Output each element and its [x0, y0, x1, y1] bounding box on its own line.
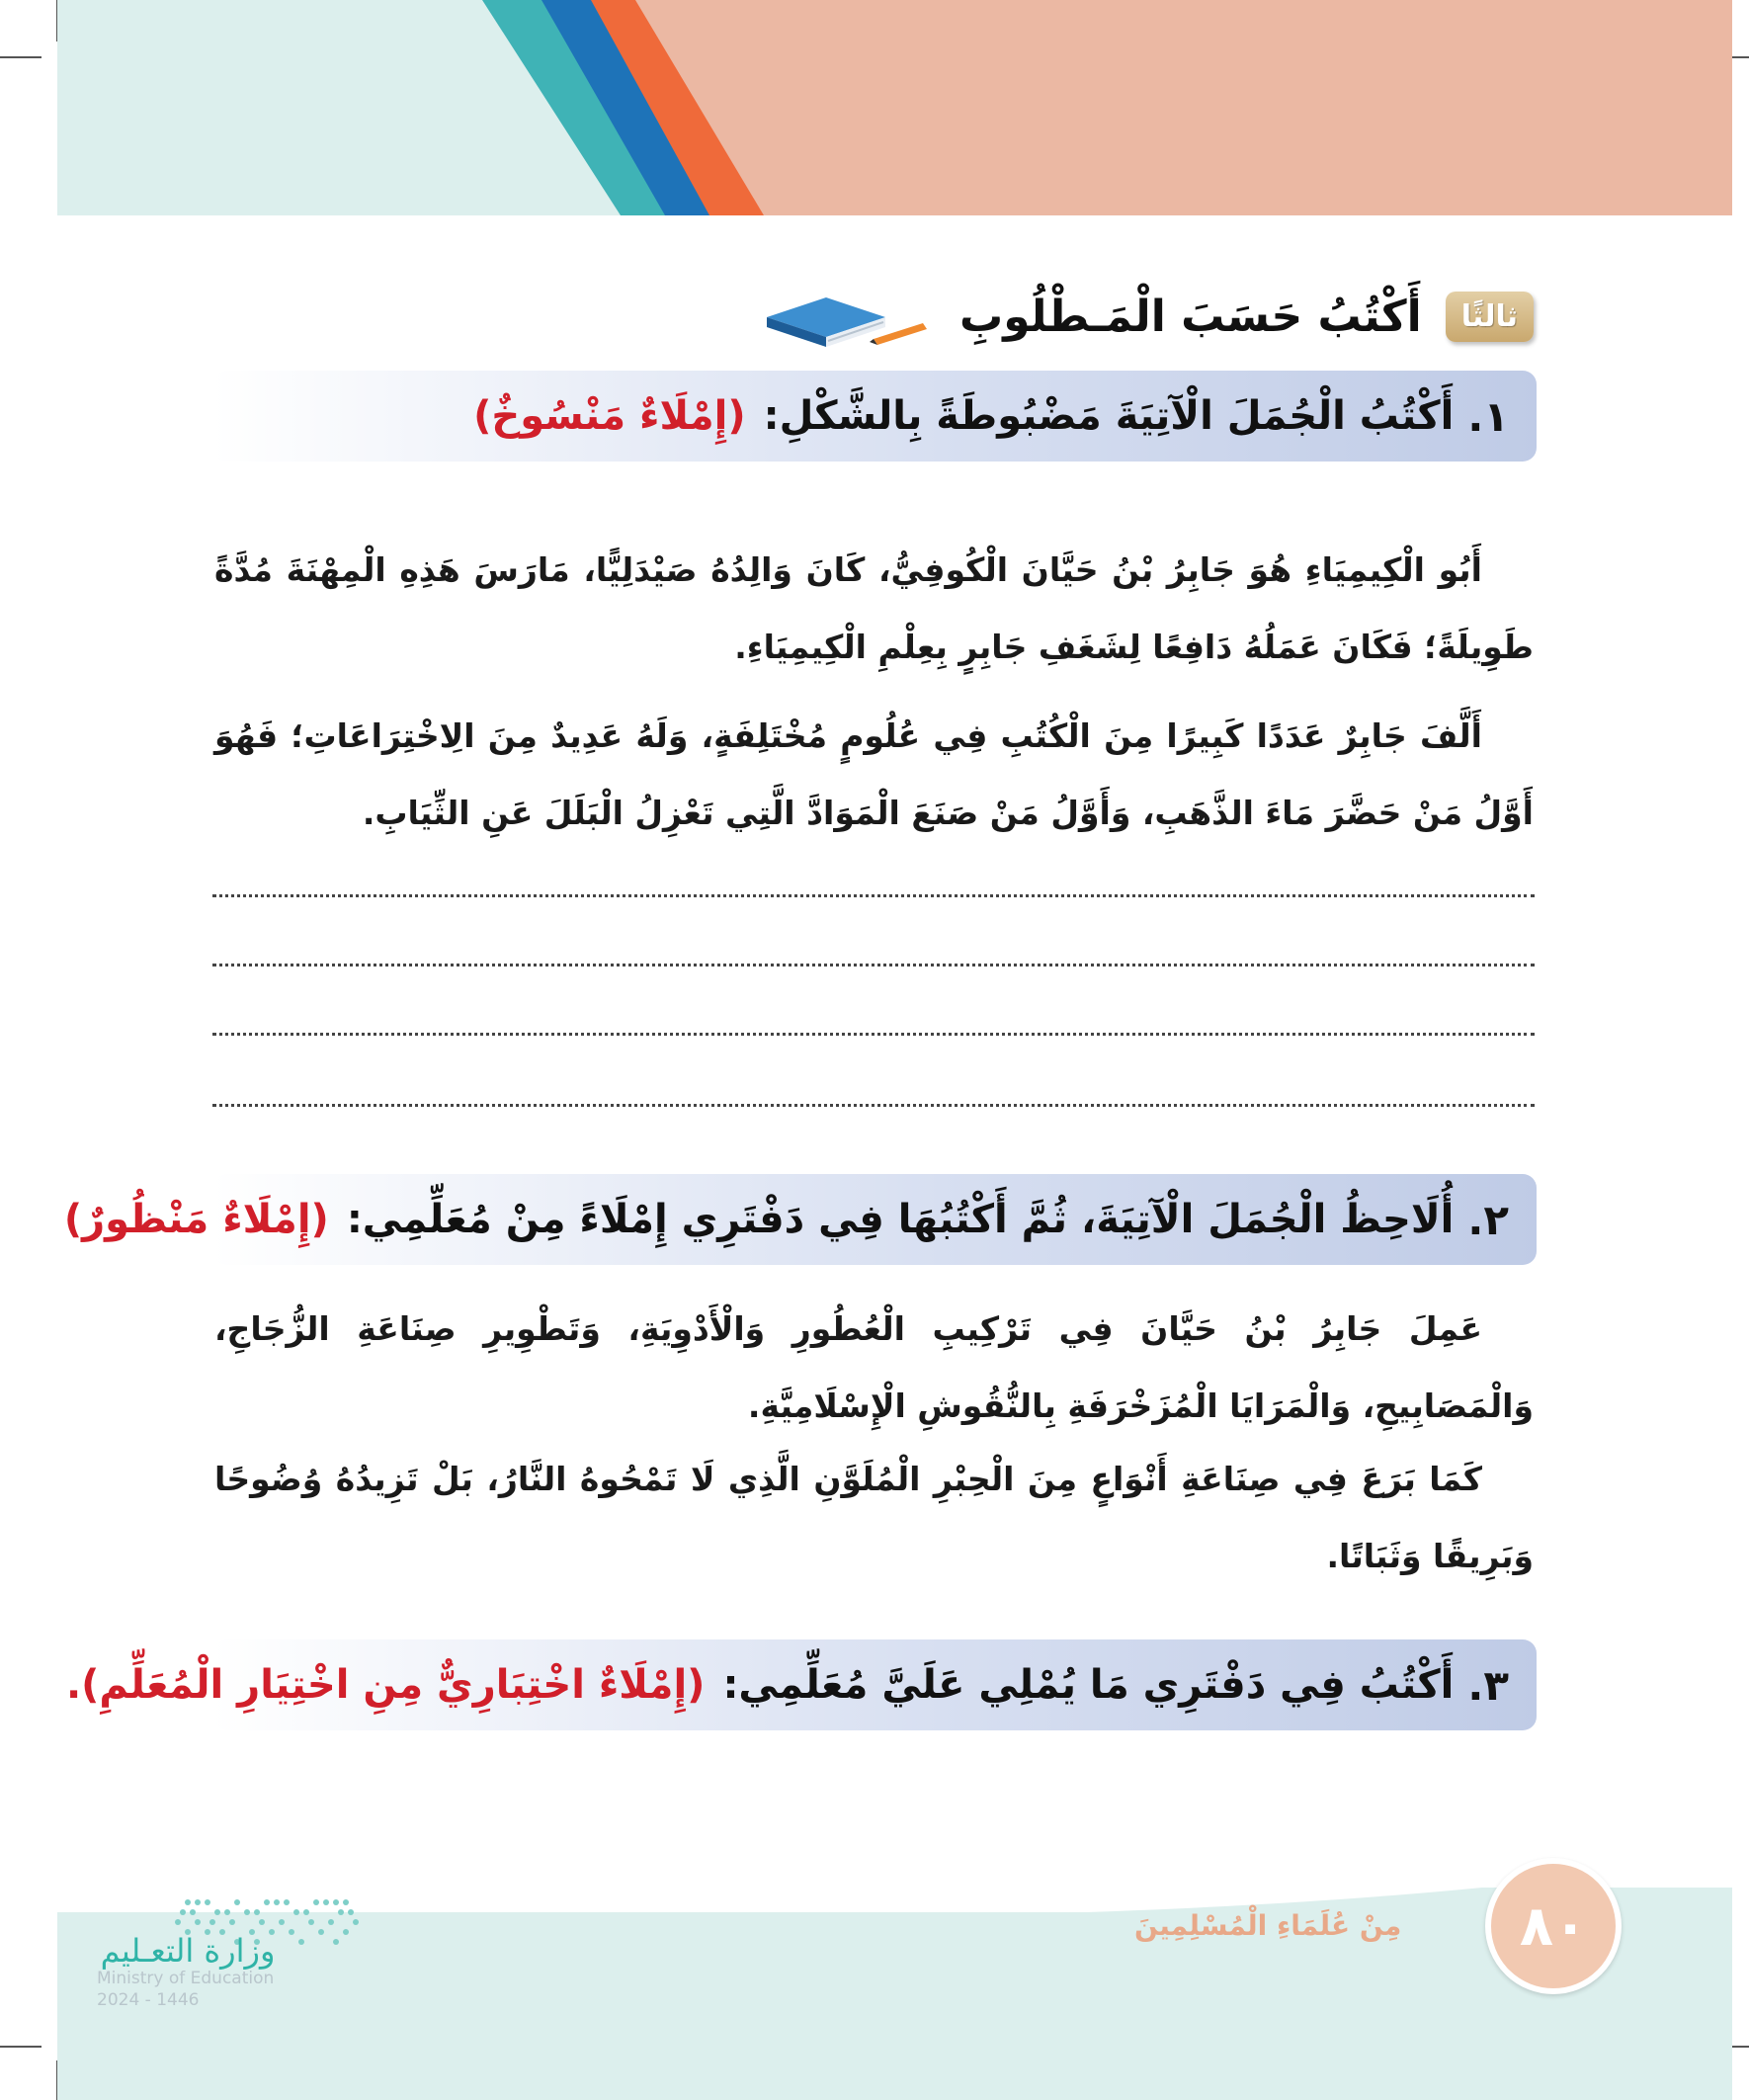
header-banner: [57, 0, 1732, 215]
paragraph-text: كَمَا بَرَعَ فِي صِنَاعَةِ أَنْوَاعٍ مِنَ الْحِبْرِ الْمُلَوَّنِ الَّذِي لَا تَمْحُوهُ النَّارُ، بَلْ تَزِيدُهُ وُضُوحًا وَبَرِيقًا وَثَبَاتًا.: [214, 1460, 1534, 1575]
question-1-tag: (إِمْلَاءٌ مَنْسُوخٌ): [473, 393, 746, 439]
question-3-bar: [65, 1639, 1537, 1730]
crop-mark: [0, 56, 42, 58]
question-2-text: أُلَاحِظُ الْجُمَلَ الْآتِيَةَ، ثُمَّ أَكْتُبُهَا فِي دَفْتَرِي إِمْلَاءً مِنْ مُعَلِّمِي:: [346, 1197, 1455, 1242]
edition-year: 2024 - 1446: [97, 1990, 200, 2010]
question-3-text: أَكْتُبُ فِي دَفْتَرِي مَا يُمْلِي عَلَيَّ مُعَلِّمِي:: [722, 1662, 1455, 1708]
question-2-bar: [63, 1174, 1537, 1265]
page-number-badge: ٨٠: [1485, 1858, 1622, 1994]
question-3-number: ٣.: [1467, 1660, 1509, 1710]
question-2-paragraph-2: [214, 1441, 1534, 1595]
question-1-bar: [212, 371, 1537, 462]
question-3-tag: (إِمْلَاءٌ اخْتِبَارِيٌّ مِنِ اخْتِيَارِ الْمُعَلِّمِ).: [65, 1662, 706, 1708]
section-title: أَكْتُبُ حَسَبَ الْمَـطْلُوبِ: [959, 291, 1422, 342]
series-title: مِنْ عُلَمَاءِ الْمُسْلِمِينَ: [1134, 1909, 1402, 1942]
question-1-number: ١.: [1467, 391, 1509, 441]
question-2-number: ٢.: [1467, 1195, 1509, 1244]
paragraph-text: أَلَّفَ جَابِرٌ عَدَدًا كَبِيرًا مِنَ الْكُتُبِ فِي عُلُومٍ مُخْتَلِفَةٍ، وَلَهُ عَدِيدٌ مِنَ الِاخْتِرَاعَاتِ؛ فَهُوَ أَوَّلُ مَنْ حَضَّرَ مَاءَ الذَّهَبِ، وَأَوَّلُ مَنْ صَنَعَ الْمَوَادَّ الَّتِي تَعْزِلُ الْبَلَلَ عَنِ الثِّيَابِ.: [214, 716, 1534, 832]
header-stripes: [57, 0, 1732, 215]
question-1-paragraph-1: [214, 532, 1534, 686]
writing-line[interactable]: [212, 1104, 1535, 1107]
question-1-text: أَكْتُبُ الْجُمَلَ الْآتِيَةَ مَضْبُوطَةً بِالشَّكْلِ:: [763, 393, 1455, 439]
ministry-name-en: Ministry of Education: [97, 1969, 275, 1988]
question-2-tag: (إِمْلَاءٌ مَنْظُورٌ): [63, 1197, 329, 1242]
ministry-name-ar: وزارة التعـليم: [100, 1932, 276, 1970]
crop-mark: [0, 2046, 42, 2048]
writing-line[interactable]: [212, 1033, 1535, 1036]
section-heading: [959, 282, 1534, 351]
question-2-paragraph-1: [214, 1291, 1534, 1445]
book-and-pencil-icon: [757, 290, 940, 351]
writing-line[interactable]: [212, 964, 1535, 966]
question-1-paragraph-2: [214, 698, 1534, 852]
section-badge: ثالثًا: [1446, 292, 1534, 342]
paragraph-text: عَمِلَ جَابِرُ بْنُ حَيَّانَ فِي تَرْكِيبِ الْعُطُورِ وَالْأَدْوِيَةِ، وَتَطْوِيرِ صِنَاعَةِ الزُّجَاجِ، وَالْمَصَابِيحِ، وَالْمَرَايَا الْمُزَخْرَفَةِ بِالنُّقُوشِ الْإِسْلَامِيَّةِ.: [214, 1309, 1534, 1425]
paragraph-text: أَبُو الْكِيمِيَاءِ هُوَ جَابِرُ بْنُ حَيَّانَ الْكُوفِيُّ، كَانَ وَالِدُهُ صَيْدَلِيًّا، مَارَسَ هَذِهِ الْمِهْنَةَ مُدَّةً طَوِيلَةً؛ فَكَانَ عَمَلُهُ دَافِعًا لِشَغَفِ جَابِرٍ بِعِلْمِ الْكِيمِيَاءِ.: [214, 550, 1534, 666]
writing-line[interactable]: [212, 894, 1535, 897]
